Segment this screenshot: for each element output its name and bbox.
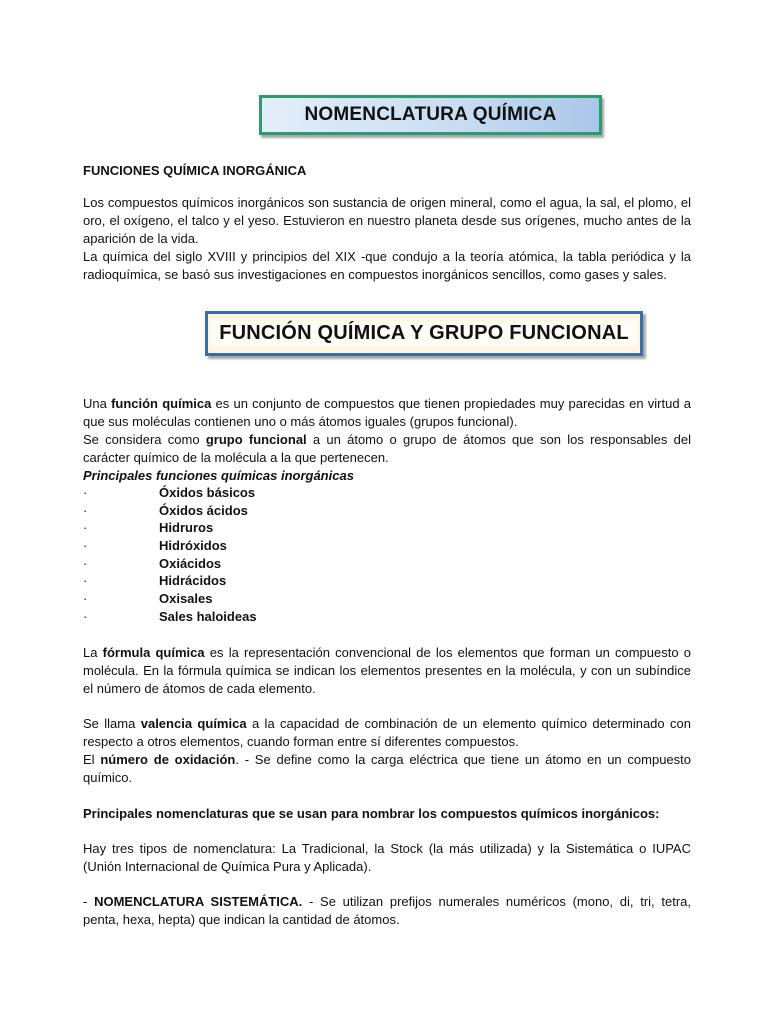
oxidacion-paragraph — [83, 751, 691, 787]
text-run: Se considera como — [83, 432, 206, 447]
term-numero-oxidacion: número de oxidación — [100, 752, 236, 767]
term-valencia-quimica: valencia química — [140, 716, 247, 731]
text-run: Se llama — [83, 716, 141, 731]
list-item — [83, 555, 483, 573]
list-item — [83, 590, 483, 608]
bullet: · — [83, 538, 88, 554]
term-formula-quimica: fórmula química — [102, 645, 205, 660]
list-item — [83, 502, 483, 520]
text-run: - — [83, 894, 95, 909]
list-item-label: Óxidos básicos — [159, 485, 256, 500]
second-title: FUNCIÓN QUÍMICA Y GRUPO FUNCIONAL — [219, 322, 629, 344]
text-run: es un conjunto de compuestos que tienen propiedades muy parecidas en virtud a que sus moléculas contienen uno o más átomos iguales (grupos funcional). — [83, 396, 692, 429]
list-item — [83, 537, 483, 555]
funcion-section — [83, 395, 691, 485]
list-item-label: Hidruros — [159, 520, 214, 536]
list-item-label: Hidróxidos — [159, 538, 227, 554]
text-run: Una — [83, 396, 112, 411]
list-item — [83, 519, 483, 537]
list-item — [83, 572, 483, 590]
sistematica-paragraph — [83, 893, 691, 929]
second-title-box — [205, 311, 643, 356]
bullet: · — [83, 555, 88, 571]
intro-paragraph-1: Los compuestos químicos inorgánicos son sustancia de origen mineral, como el agua, la sal, el plomo, el oro, el oxígeno, el talco y el yeso. Estuvieron en nuestro planeta desde sus orígenes, mucho antes de la aparición de la vida. — [83, 195, 691, 246]
funcion-paragraph-2 — [83, 431, 691, 467]
second-title-inner — [211, 321, 637, 346]
section-heading: FUNCIONES QUÍMICA INORGÁNICA — [83, 163, 307, 178]
bullet: · — [83, 485, 88, 500]
text-run: es la representación convencional de los elementos que forman un compuesto o molécula. En la fórmula química se indican los elementos presentes en la molécula, y con un subíndice el número de átomos de cada elemento. — [83, 645, 691, 696]
nomenclaturas-heading: Principales nomenclaturas que se usan para nombrar los compuestos químicos inorgánicos: — [83, 806, 660, 821]
list-heading: Principales funciones químicas inorgánicas — [83, 468, 354, 483]
formula-paragraph — [83, 644, 691, 698]
list-item-label: Hidrácidos — [159, 573, 227, 589]
tipos-paragraph: Hay tres tipos de nomenclatura: La Tradicional, la Stock (la más utilizada) y la Sistemática o IUPAC (Unión Internacional de Química Pura y Aplicada). — [83, 841, 691, 874]
intro-section — [83, 194, 691, 284]
bullet: · — [83, 520, 88, 536]
term-funcion-quimica: función química — [111, 396, 212, 411]
list-item-label: Óxidos ácidos — [159, 502, 248, 518]
text-run: El — [83, 752, 101, 767]
bullet: · — [83, 502, 88, 518]
functions-list — [83, 484, 483, 626]
text-run: La — [83, 645, 103, 660]
list-item — [83, 608, 483, 626]
main-title-box — [259, 95, 602, 135]
text-run: - Se utilizan prefijos numerales numéricos (mono, di, tri, tetra, penta, hexa, hepta) que indican la cantidad de átomos. — [83, 894, 692, 927]
valencia-section — [83, 715, 691, 787]
main-title: NOMENCLATURA QUÍMICA — [304, 104, 557, 125]
list-item-label: Sales haloideas — [159, 608, 257, 624]
intro-paragraph-2: La química del siglo XVIII y principios del XIX -que condujo a la teoría atómica, la tabla periódica y la radioquímica, se basó sus investigaciones en compuestos inorgánicos sencillos, como gases y sales. — [83, 249, 691, 282]
list-item-label: Oxisales — [159, 591, 213, 607]
text-run: a un átomo o grupo de átomos que son los responsables del carácter químico de la molécula a la que pertenecen. — [83, 432, 691, 465]
term-grupo-funcional: grupo funcional — [205, 432, 307, 447]
term-nomenclatura-sistematica: NOMENCLATURA SISTEMÁTICA. — [94, 894, 303, 909]
text-run: a la capacidad de combinación de un elemento químico determinado con respecto a otros elementos, cuando forman entre sí diferentes compuestos. — [83, 716, 691, 749]
text-run: . - Se define como la carga eléctrica que tiene un átomo en un compuesto químico. — [83, 752, 691, 785]
valencia-paragraph — [83, 715, 691, 751]
list-item — [83, 484, 483, 502]
bullet: · — [83, 573, 88, 589]
bullet: · — [83, 591, 88, 607]
bullet: · — [83, 608, 88, 624]
list-item-label: Oxiácidos — [159, 555, 222, 571]
funcion-paragraph-1 — [83, 395, 691, 431]
